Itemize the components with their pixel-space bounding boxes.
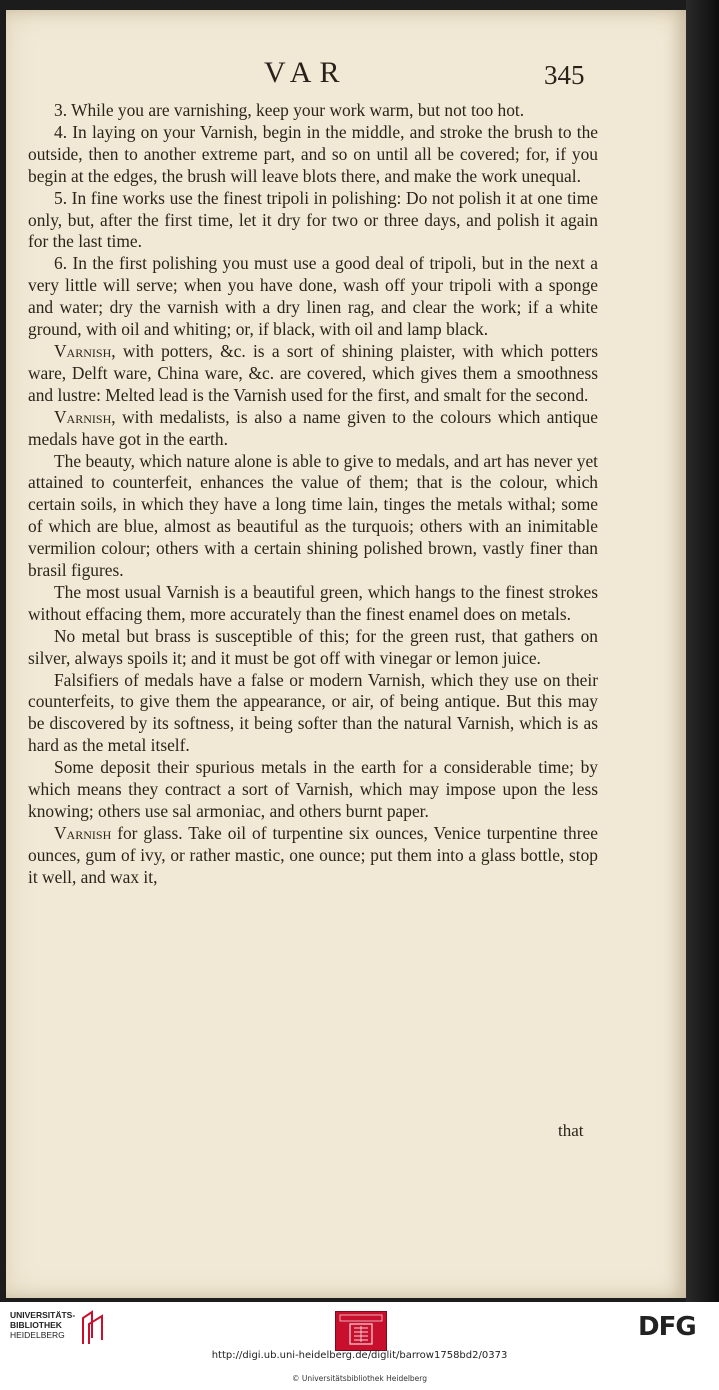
logo-line-3: HEIDELBERG [10, 1330, 65, 1340]
copyright-notice: © Universitätsbibliothek Heidelberg [291, 1374, 427, 1383]
running-head [6, 56, 686, 96]
paragraph-11: Some deposit their spurious metals in the earth for a considerable time; by which means they contract a sort of Varnish, which may impose upon the less knowing; others use sal armoniac, and others burnt paper. [28, 757, 598, 821]
logo-line-1: UNIVERSITÄTS- [10, 1310, 76, 1320]
body-text [28, 100, 598, 889]
catchword: that [558, 1121, 584, 1140]
paragraph-7: The beauty, which nature alone is able to give to medals, and art has never yet attained to counterfeit, enhances the value of them; that is the colour, which certain soils, in which they have a long time lain, tinges the metals withal; some of which are blue, almost as beautiful as the turquois; others with an inimitable vermilion colour; others with a certain shining polished brown, vastly finer than brasil figures. [28, 450, 598, 581]
dfg-logo[interactable]: DFG [638, 1312, 696, 1342]
university-library-logo[interactable] [10, 1310, 106, 1352]
paragraph-10: Falsifiers of medals have a false or modern Varnish, which they use on their counterfeits, to give them the appearance, or air, of being antique. But this may be discovered by its softness, it being softer than the natural Varnish, which is as hard as the metal itself. [28, 669, 598, 756]
paragraph-1: 3. While you are varnishing, keep your work warm, but not too hot. [54, 100, 525, 120]
logo-line-2: BIBLIOTHEK [10, 1320, 62, 1330]
heritage-seal-icon[interactable] [335, 1311, 387, 1351]
scan-edge [686, 0, 719, 1302]
paragraph-5: Varnish, with potters, &c. is a sort of shining plaister, with which potters ware, Delft ware, China ware, &c. are covered, which gives them a smoothness and lustre: Melted lead is the Varnish used for the first, and smalt for the second. [28, 340, 598, 405]
paragraph-4: 6. In the first polishing you must use a good deal of tripoli, but in the next a very little will serve; when you have done, wash off your tripoli with a sponge and water; dry the varnish with a dry linen rag, and clear the work; if a white ground, with oil and whiting; or, if black, with oil and lamp black. [28, 253, 598, 340]
paragraph-2: 4. In laying on your Varnish, begin in the middle, and stroke the brush to the outside, then to another extreme part, and so on until all be covered; for, if you begin at the edges, the brush will leave blots there, and make the work unequal. [28, 121, 598, 186]
permalink-url[interactable]: http://digi.ub.uni-heidelberg.de/diglit/barrow1758bd2/0373 [211, 1350, 508, 1361]
paragraph-12: Varnish for glass. Take oil of turpentine six ounces, Venice turpentine three ounces, gum of ivy, or rather mastic, one ounce; put them into a glass bottle, stop it well, and wax it, [28, 822, 598, 887]
book-page [6, 10, 686, 1298]
footer-bar [0, 1302, 719, 1390]
paragraph-9: No metal but brass is susceptible of this; for the green rust, that gathers on silver, always spoils it; and it must be got off with vinegar or lemon juice. [28, 625, 598, 668]
page-number: 345 [544, 60, 585, 90]
paragraph-3: 5. In fine works use the finest tripoli in polishing: Do not polish it at one time only, but, after the first time, let it dry for two or three days, and polish it again for the last time. [28, 187, 598, 252]
paragraph-8: The most usual Varnish is a beautiful green, which hangs to the finest strokes without effacing them, more accurately than the finest enamel does on metals. [28, 581, 598, 624]
library-mark-icon [80, 1310, 106, 1346]
running-head-title: VAR [264, 56, 348, 89]
paragraph-6: Varnish, with medalists, is also a name given to the colours which antique medals have got in the earth. [28, 406, 598, 449]
